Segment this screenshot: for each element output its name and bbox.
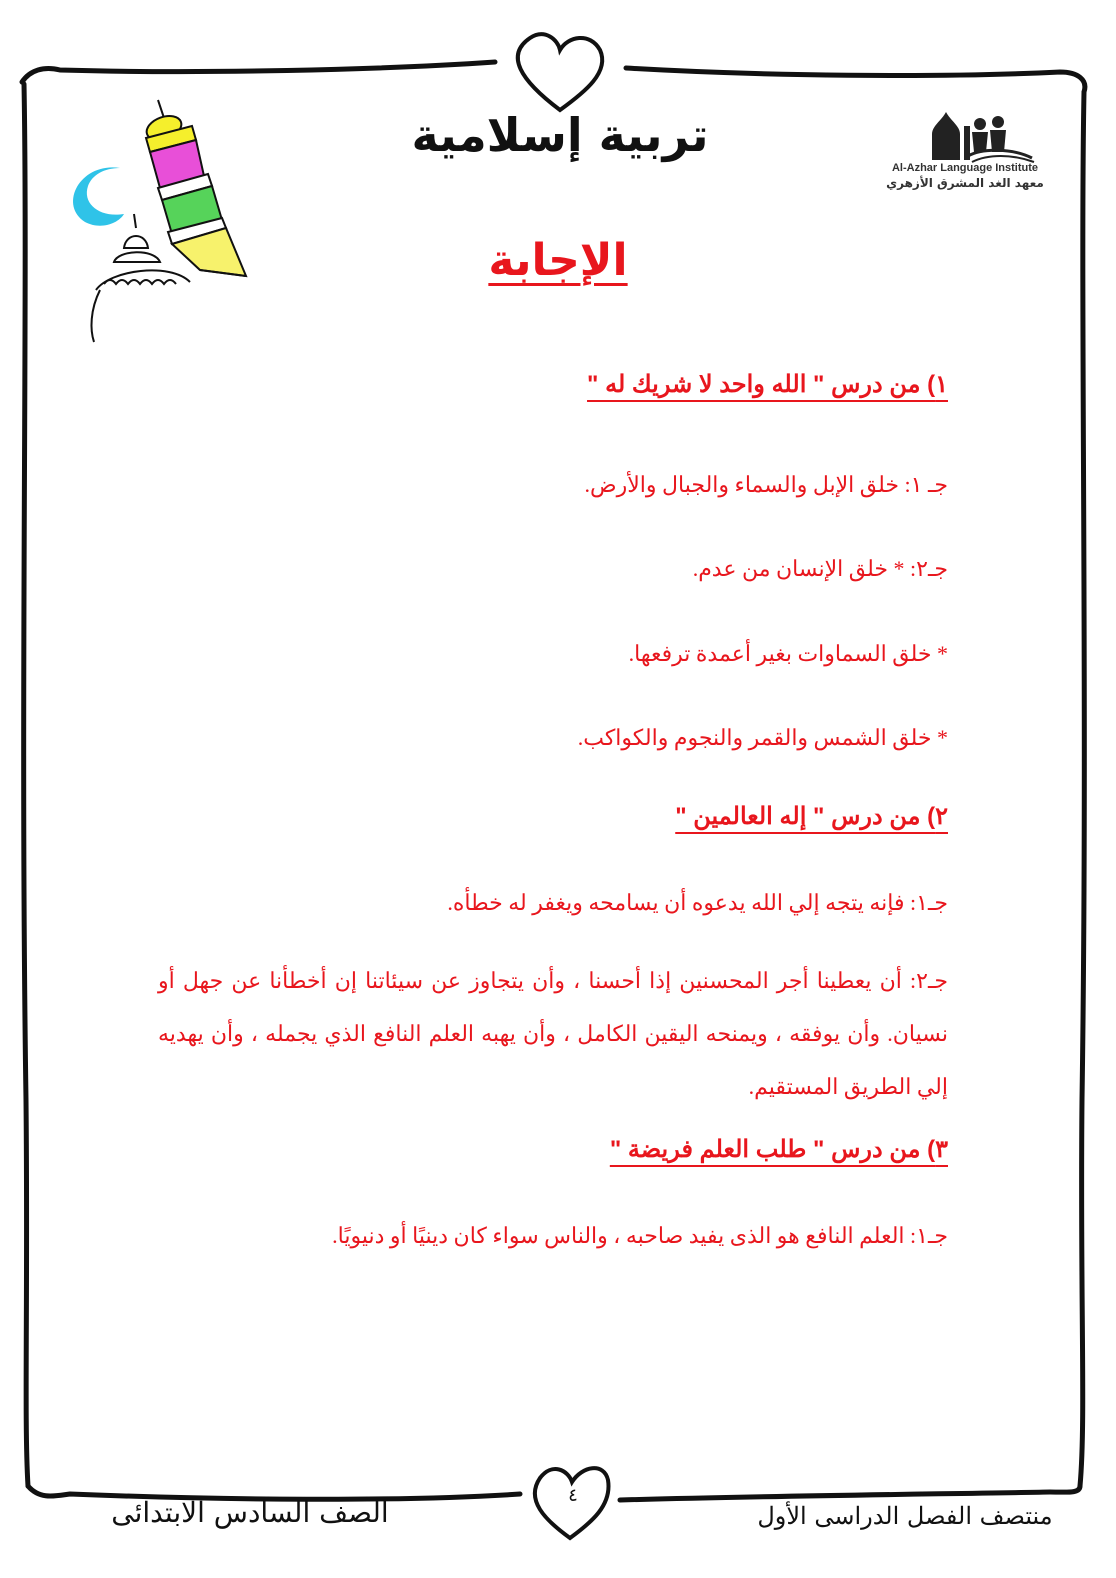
answer-line: * خلق السماوات بغير أعمدة ترفعها. <box>628 640 948 666</box>
top-heart-icon <box>518 34 602 110</box>
crescent-moon-icon <box>73 167 124 225</box>
lesson-title: ١) من درس " الله واحد لا شريك له " <box>587 371 948 398</box>
logo-emblem-icon <box>872 108 1058 164</box>
footer-semester: منتصف الفصل الدراسى الأول <box>757 1502 1053 1530</box>
frame-top-left-line <box>22 62 495 82</box>
answer-line: جـ١: فإنه يتجه إلي الله يدعوه أن يسامحه ويغفر له خطأه. <box>447 889 948 915</box>
institute-logo <box>872 108 1058 194</box>
logo-name-en: Al-Azhar Language Institute <box>891 162 1039 174</box>
answers-content <box>158 370 948 1249</box>
answer-paragraph: جـ٢: أن يعطينا أجر المحسنين إذا أحسنا ، وأن يتجاوز عن سيئاتنا إن أخطأنا عن جهل أو نسيان. وأن يوفقه ، ويمنحه اليقين الكامل ، وأن يهبه العلم النافع الذي يجمله ، وأن يهديه إلي الطريق المستقيم. <box>158 967 948 1099</box>
frame-top-right-line <box>626 68 1085 92</box>
answer-line: جـ٢: * خلق الإنسان من عدم. <box>692 556 948 582</box>
frame-bottom-right-line <box>620 1486 1080 1500</box>
frame-left-line <box>24 84 28 1486</box>
answer-line: * خلق الشمس والقمر والنجوم والكواكب. <box>577 725 948 751</box>
lesson-title: ٣) من درس " طلب العلم فريضة " <box>609 1135 948 1163</box>
subject-title: تربية إسلامية <box>411 108 709 162</box>
section-2 <box>158 802 948 1113</box>
answer-line: جـ ١: خلق الإبل والسماء والجبال والأرض. <box>584 472 948 497</box>
answer-heading: الإجابة <box>488 235 628 286</box>
lesson-title: ٢) من درس " إله العالمين " <box>675 802 948 830</box>
frame-right-line <box>1080 92 1084 1486</box>
page-number: ٤ <box>568 1485 578 1506</box>
section-1 <box>158 370 948 752</box>
section-3 <box>158 1135 948 1249</box>
logo-name-ar: معهد الغد المشرق الأزهري <box>886 176 1044 190</box>
footer-grade: الصف السادس الابتدائى <box>111 1496 389 1529</box>
answer-line: جـ١: العلم النافع هو الذى يفيد صاحبه ، والناس سواء كان دينيًا أو دنيويًا. <box>332 1222 948 1248</box>
